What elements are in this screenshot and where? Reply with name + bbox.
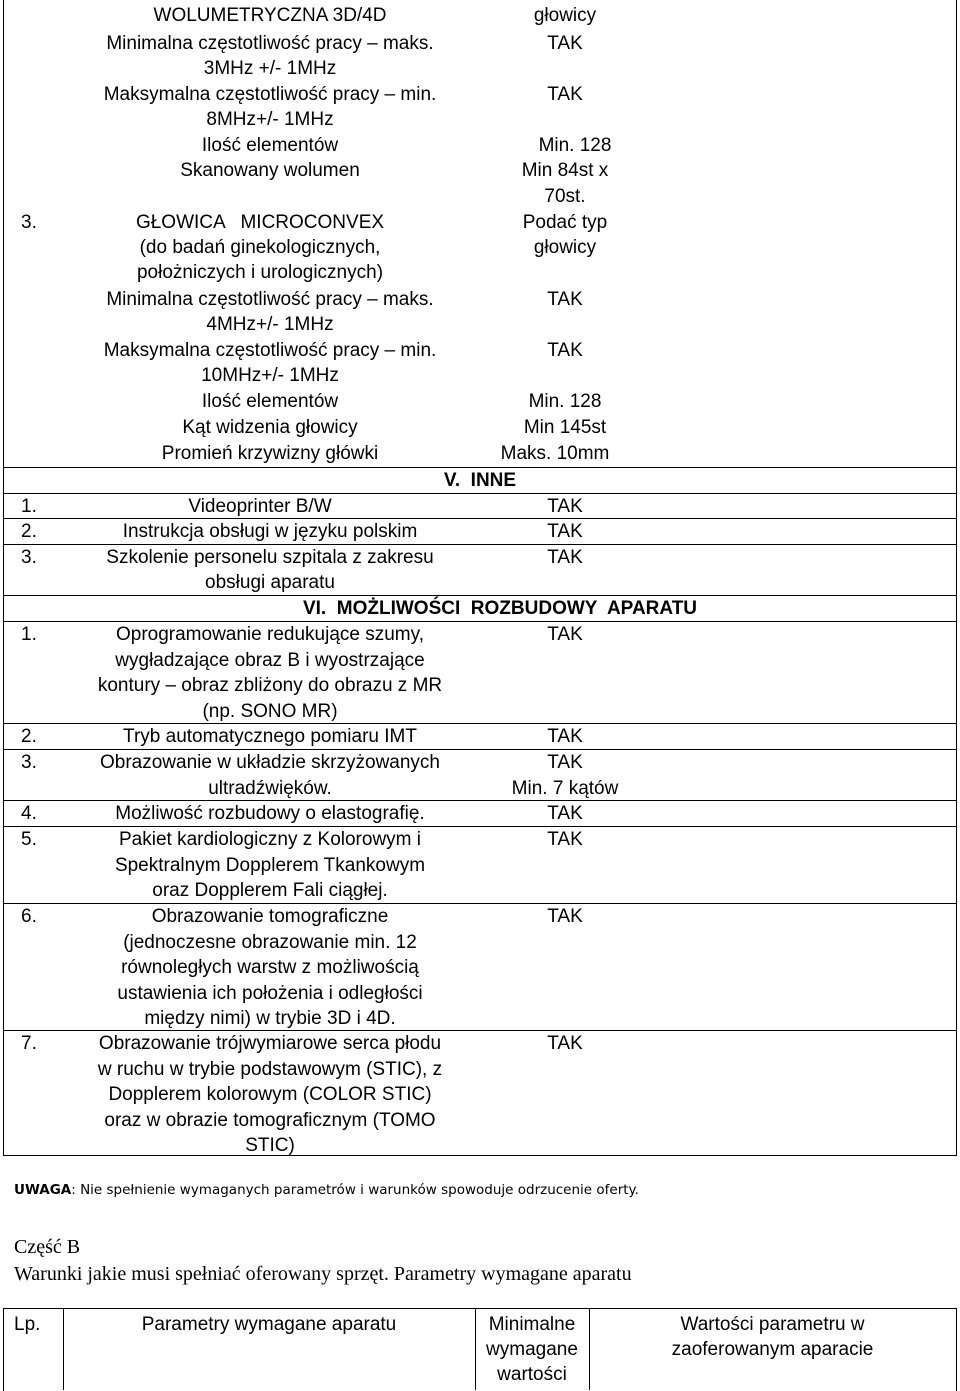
param-text: Videoprinter B/W bbox=[188, 496, 332, 517]
param-text: 10MHz+/- 1MHz bbox=[201, 365, 339, 386]
param-text: 3MHz +/- 1MHz bbox=[203, 58, 337, 79]
value-text: TAK bbox=[547, 752, 583, 773]
param-text: wygładzające obraz B i wyostrzające bbox=[115, 649, 425, 671]
value-text: TAK bbox=[547, 289, 583, 310]
param-text: obsługi aparatu bbox=[205, 572, 335, 593]
lp-number: 2. bbox=[21, 726, 37, 747]
param-text: (do badań ginekologicznych, bbox=[139, 237, 381, 258]
param-text: Pakiet kardiologiczny z Kolorowym i bbox=[118, 829, 421, 850]
param-text: Dopplerem kolorowym (COLOR STIC) bbox=[108, 1084, 432, 1105]
note-text: : Nie spełnienie wymaganych parametrów i warunków spowoduje odrzucenie oferty. bbox=[71, 1182, 639, 1198]
header-min: Minimalne bbox=[488, 1314, 576, 1335]
note-label: UWAGA bbox=[14, 1182, 72, 1198]
value-text: TAK bbox=[547, 496, 583, 517]
param-text: Instrukcja obsługi w języku polskim bbox=[122, 521, 418, 542]
param-text: oraz w obrazie tomograficznym (TOMO bbox=[104, 1109, 436, 1131]
param-text: WOLUMETRYCZNA 3D/4D bbox=[153, 5, 387, 26]
param-text: 4MHz+/- 1MHz bbox=[206, 314, 334, 335]
param-text: Ilość elementów bbox=[201, 391, 339, 412]
header-offer: Wartości parametru w bbox=[680, 1314, 865, 1335]
param-text: Skanowany wolumen bbox=[180, 160, 360, 181]
value-text: Min 145st bbox=[523, 417, 607, 438]
header-min: wymagane bbox=[486, 1339, 578, 1360]
param-text: 8MHz+/- 1MHz bbox=[206, 109, 334, 130]
param-text: w ruchu w trybie podstawowym (STIC), z bbox=[97, 1058, 443, 1080]
param-text: położniczych i urologicznych) bbox=[136, 262, 384, 283]
param-text: STIC) bbox=[245, 1135, 295, 1156]
param-text: (np. SONO MR) bbox=[202, 700, 338, 722]
lp-number: 3. bbox=[21, 212, 37, 233]
lp-number: 6. bbox=[21, 906, 37, 927]
param-text: kontury – obraz zbliżony do obrazu z MR bbox=[97, 675, 443, 696]
value-text: TAK bbox=[547, 624, 583, 645]
value-text: TAK bbox=[547, 33, 583, 54]
header-offer: zaoferowanym aparacie bbox=[671, 1339, 874, 1360]
param-text: ultradźwięków. bbox=[208, 777, 332, 799]
value-text: Maks. 10mm bbox=[500, 443, 610, 464]
value-text: głowicy bbox=[533, 237, 597, 258]
lp-number: 5. bbox=[21, 829, 37, 850]
warning-note bbox=[14, 1182, 639, 1198]
param-text: Tryb automatycznego pomiaru IMT bbox=[123, 726, 417, 747]
lp-number: 3. bbox=[21, 547, 37, 568]
lp-number: 7. bbox=[21, 1033, 37, 1054]
param-text: Promień krzywizny główki bbox=[161, 443, 379, 464]
value-text: TAK bbox=[547, 84, 583, 105]
lp-number: 4. bbox=[21, 803, 37, 824]
param-text: (jednoczesne obrazowanie min. 12 bbox=[123, 931, 417, 953]
value-text: Min. 128 bbox=[528, 391, 602, 412]
value-text: TAK bbox=[547, 340, 583, 361]
value-text: głowicy bbox=[533, 5, 597, 26]
param-text: oraz Dopplerem Fali ciągłej. bbox=[152, 880, 388, 901]
section-heading: VI. MOŻLIWOŚCI ROZBUDOWY APARATU bbox=[302, 598, 698, 619]
param-text: Spektralnym Dopplerem Tkankowym bbox=[114, 854, 426, 876]
param-text: Obrazowanie tomograficzne bbox=[151, 906, 389, 927]
param-text: Kąt widzenia głowicy bbox=[182, 417, 358, 438]
param-text: Ilość elementów bbox=[201, 135, 339, 156]
param-text: Oprogramowanie redukujące szumy, bbox=[115, 624, 424, 645]
lp-number: 1. bbox=[21, 624, 37, 645]
partb-subtitle: Warunki jakie musi spełniać oferowany sprzęt. Parametry wymagane aparatu bbox=[14, 1263, 632, 1285]
value-text: TAK bbox=[547, 726, 583, 747]
param-text: między nimi) w trybie 3D i 4D. bbox=[144, 1008, 396, 1029]
param-text: Możliwość rozbudowy o elastografię. bbox=[115, 803, 425, 824]
value-text: Podać typ bbox=[522, 212, 608, 233]
lp-number: 2. bbox=[21, 521, 37, 542]
value-text: Min 84st x bbox=[521, 160, 609, 181]
value-text: TAK bbox=[547, 829, 583, 850]
param-text: Minimalna częstotliwość pracy – maks. bbox=[106, 289, 434, 310]
param-text: ustawienia ich położenia i odległości bbox=[117, 982, 423, 1004]
value-text: TAK bbox=[547, 803, 583, 824]
value-text: Min. 7 kątów bbox=[511, 777, 619, 799]
param-text: Minimalna częstotliwość pracy – maks. bbox=[106, 33, 434, 54]
header-param: Parametry wymagane aparatu bbox=[141, 1314, 397, 1335]
param-text: równoległych warstw z możliwością bbox=[121, 957, 419, 978]
value-text: TAK bbox=[547, 521, 583, 542]
param-text: Maksymalna częstotliwość pracy – min. bbox=[103, 84, 437, 105]
param-text: Maksymalna częstotliwość pracy – min. bbox=[103, 340, 437, 361]
param-text: Obrazowanie w układzie skrzyżowanych bbox=[99, 752, 441, 773]
param-text: GŁOWICA MICROCONVEX bbox=[135, 212, 385, 233]
value-text: Min. 128 bbox=[538, 135, 612, 156]
value-text: TAK bbox=[547, 906, 583, 927]
value-text: 70st. bbox=[544, 186, 586, 207]
param-text: Obrazowanie trójwymiarowe serca płodu bbox=[98, 1033, 442, 1054]
value-text: TAK bbox=[547, 547, 583, 568]
section-heading: V. INNE bbox=[443, 470, 517, 491]
lp-number: 3. bbox=[21, 752, 37, 773]
header-lp: Lp. bbox=[14, 1314, 41, 1335]
header-min: wartości bbox=[497, 1364, 567, 1385]
param-text: Szkolenie personelu szpitala z zakresu bbox=[106, 547, 434, 568]
value-text: TAK bbox=[547, 1033, 583, 1054]
lp-number: 1. bbox=[21, 496, 37, 517]
partb-title: Część B bbox=[14, 1236, 81, 1258]
